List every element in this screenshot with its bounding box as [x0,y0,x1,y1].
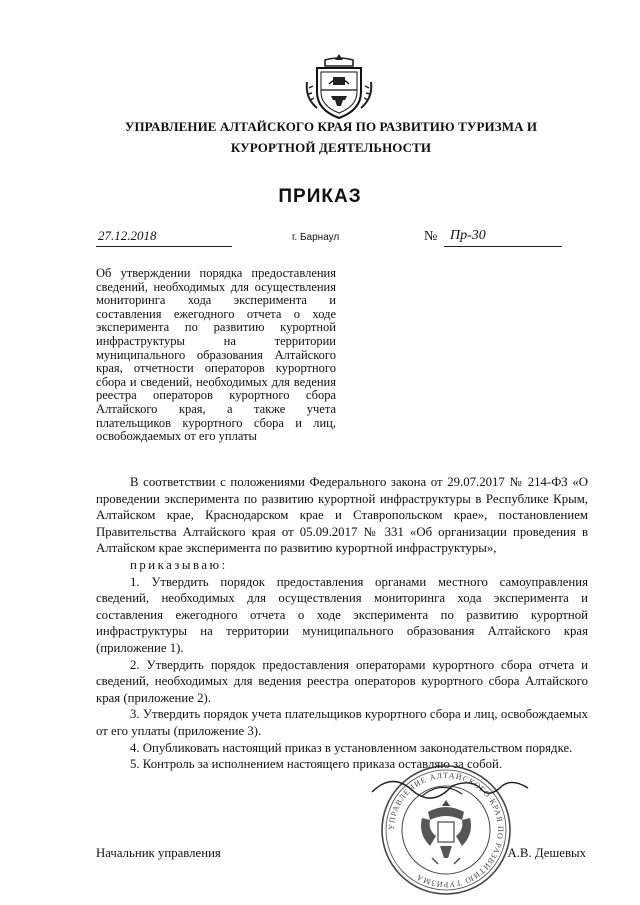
document-number-label: № [424,229,438,244]
signature-block [96,840,588,864]
handwritten-signature [352,768,552,808]
signatory-name: А.В. Дешевых [507,846,586,860]
signatory-position: Начальник управления [96,846,221,860]
document-body [96,474,588,773]
document-date: 27.12.2018 [96,228,232,247]
order-item-4: 4. Опубликовать настоящий приказ в установленном законодательством порядке. [130,740,573,755]
order-item-5: 5. Контроль за исполнением настоящего приказа оставляю за собой. [130,757,503,772]
coat-of-arms-icon [303,52,375,120]
order-word: приказываю: [130,557,228,572]
seal-text: УПРАВЛЕНИЕ АЛТАЙСКОГО КРАЯ ПО РАЗВИТИЮ ТУРИЗМА [386,770,506,890]
org-name-line1: УПРАВЛЕНИЕ АЛТАЙСКОГО КРАЯ ПО РАЗВИТИЮ ТУРИЗМА И [124,119,538,134]
order-item-2: 2. Утвердить порядок предоставления операторами курортного сбора отчета и сведений, необходимых для ведения реестра операторов курортного сбора Алтайского края (приложение 2). [96,657,588,705]
document-number: Пр-30 [444,228,562,247]
org-name-line2: КУРОРТНОЙ ДЕЯТЕЛЬНОСТИ [230,140,432,155]
order-item-1: 1. Утвердить порядок предоставления органами местного самоуправления сведений, необходимых для осуществления мониторинга хода эксперимента и составления ежегодного отчета о ходе эксперимента по развитию курортной инфраструктуры на территории муниципального образования Алтайского края (приложение 1). [96,574,588,655]
order-item-3: 3. Утвердить порядок учета плательщиков курортного сбора и лиц, освобождаемых от его уплаты (приложение 3). [96,707,588,738]
preamble-paragraph: В соответствии с положениями Федерального закона от 29.07.2017 № 214-ФЗ «О проведении эксперимента по развитию курортной инфраструктуры в Республике Крым, Алтайском крае, Краснодарском крае и Ставропольском крае», постановлением Правительства Алтайского края от 05.09.2017 № 331 «Об организации проведения в Алтайском крае эксперимента по развитию курортной инфраструктуры», [96,475,588,556]
document-type-title: ПРИКАЗ [278,186,362,207]
document-city: г. Барнаул [292,232,340,243]
document-subject: Об утверждении порядка предоставления сведений, необходимых для осуществления мониторинга хода эксперимента и составления ежегодного отчета о ходе эксперимента по развитию курортной инфраструктуры на территории муниципального образования Алтайского края, отчетности операторов курортного сбора и сведений, необходимых для ведения реестра операторов курортного сбора Алтайского края, а также учета плательщиков курортного сбора и лиц, освобождаемых от его уплаты [96,266,336,444]
